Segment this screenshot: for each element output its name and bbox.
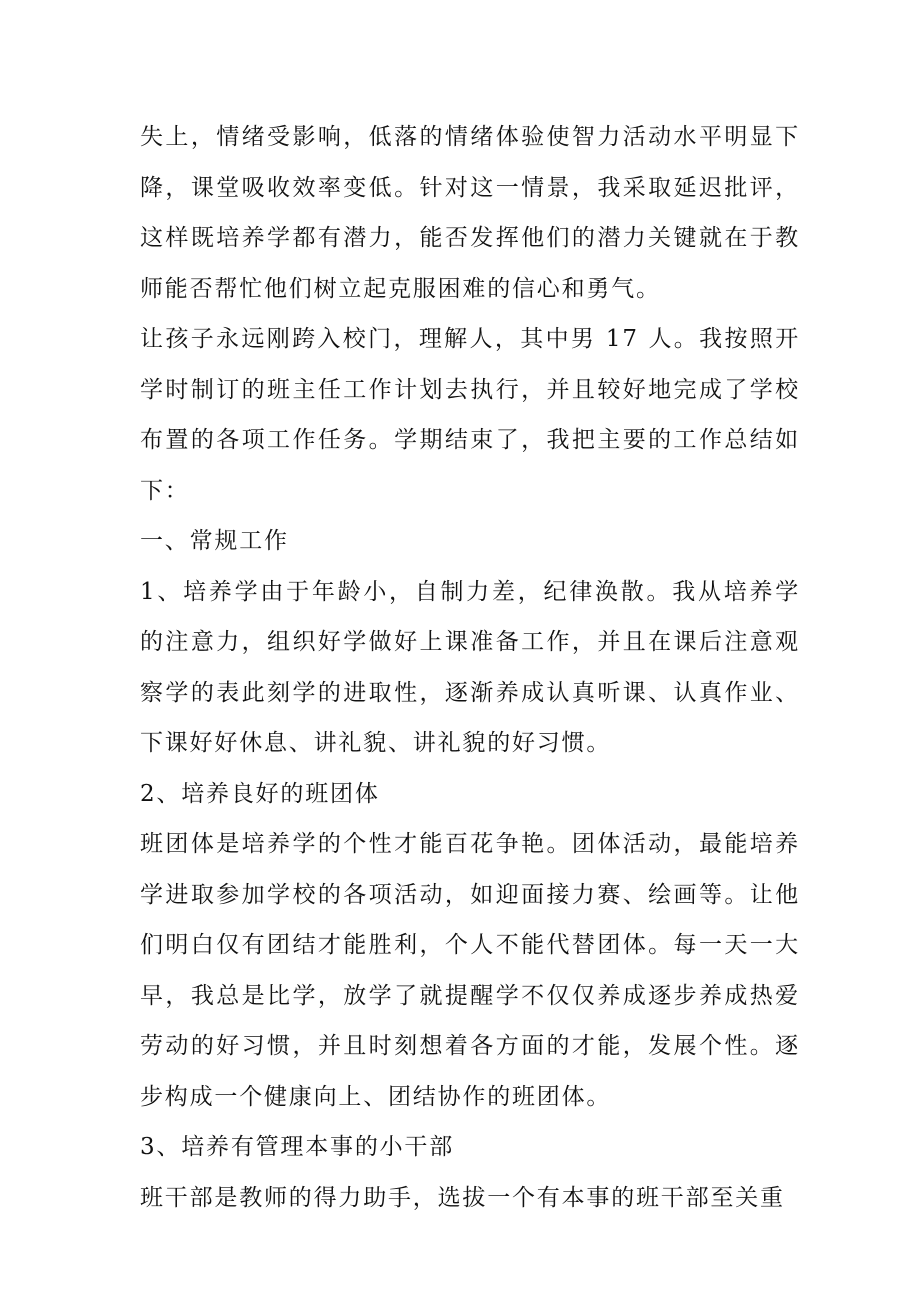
subheading-item-2: 2、培养良好的班团体	[140, 780, 380, 807]
section-heading-routine-work: 一、常规工作	[140, 528, 289, 554]
paragraph-class-overview: 让孩子永远刚跨入校门，理解人，其中男 17 人。我按照开学时制订的班主任工作计划去执行，并且较好地完成了学校布置的各项工作任务。学期结束了，我把主要的工作总结如下：	[140, 326, 800, 504]
document-body	[140, 112, 800, 1223]
paragraph-item-2: 班团体是培养学的个性才能百花争艳。团体活动，最能培养学进取参加学校的各项活动，如迎面接力赛、绘画等。让他们明白仅有团结才能胜利，个人不能代替团体。每一天一大早，我总是比学，放学了就提醒学不仅仅养成逐步养成热爱劳动的好习惯，并且时刻想着各方面的才能，发展个性。逐步构成一个健康向上、团结协作的班团体。	[140, 831, 800, 1110]
paragraph-intro: 失上，情绪受影响，低落的情绪体验使智力活动水平明显下降，课堂吸收效率变低。针对这一情景，我采取延迟批评，这样既培养学都有潜力，能否发挥他们的潜力关键就在于教师能否帮忙他们树立起克服困难的信心和勇气。	[140, 124, 800, 302]
paragraph-item-3: 班干部是教师的得力助手，选拔一个有本事的班干部至关重	[140, 1184, 785, 1211]
subheading-item-3: 3、培养有管理本事的小干部	[140, 1134, 455, 1160]
paragraph-item-1: 1、培养学由于年龄小，自制力差，纪律涣散。我从培养学的注意力，组织好学做好上课准备工作，并且在课后注意观察学的表此刻学的进取性，逐渐养成认真听课、认真作业、下课好好休息、讲礼貌、讲礼貌的好习惯。	[140, 578, 800, 756]
